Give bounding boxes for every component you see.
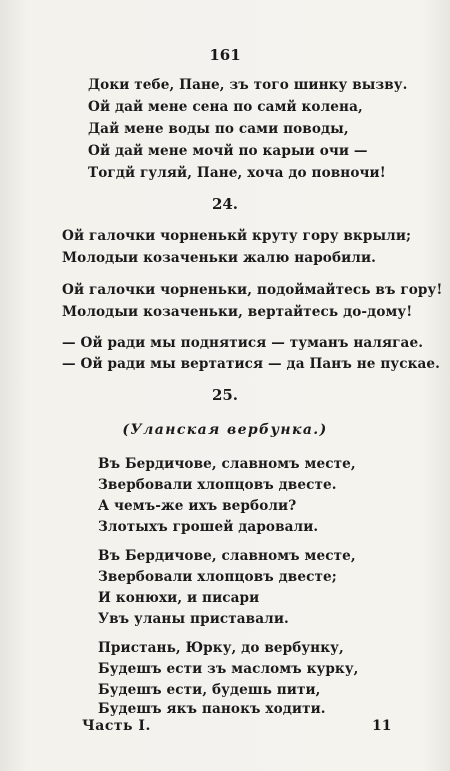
text-line: Ой дай мене мочй по карыи очи — (88, 143, 368, 159)
text-line: — Ой ради мы вертатися — да Панъ не пускае. (62, 356, 440, 372)
text-line: А чемъ-же ихъ верболи? (98, 498, 297, 514)
text-line: Молодыи козаченьки, вертайтесь до-дому! (62, 304, 413, 320)
text-line: — Ой ради мы поднятися — туманъ налягае. (62, 335, 424, 351)
text-line: Пристань, Юрку, до вербунку, (98, 640, 344, 656)
signature-mark: Часть I. (82, 718, 151, 734)
text-line: Звербовали хлопцовъ двесте; (98, 569, 337, 585)
text-line: Доки тебе, Пане, зъ того шинку вызву. (88, 77, 408, 93)
text-line: Ой галочки чорненькй круту гору вкрыли; (62, 228, 412, 244)
page-number: 161 (209, 46, 241, 64)
song-number-24: 24. (211, 195, 239, 213)
text-line: Будешъ ести, будешь пити, (98, 682, 321, 698)
song-subtitle: (Уланская вербунка.) (122, 422, 328, 438)
text-line: Въ Бердичове, славномъ месте, (98, 456, 356, 472)
text-line: Тогдй гуляй, Пане, хоча до повночи! (88, 165, 386, 181)
signature-number: 11 (372, 718, 392, 734)
text-line: Увъ уланы приставали. (98, 611, 289, 627)
text-line: Въ Бердичове, славномъ месте, (98, 548, 356, 564)
text-line: Молодыи козаченьки жалю наробили. (62, 250, 377, 266)
text-line: Будешъ ести зъ масломъ курку, (98, 661, 359, 677)
text-line: Ой дай мене сена по самй колена, (88, 99, 363, 115)
text-line: Будешъ якъ панокъ ходити. (98, 701, 326, 717)
text-line: Звербовали хлопцовъ двесте. (98, 477, 337, 493)
text-line: Ой галочки чорненьки, подоймайтесь въ гору! (62, 282, 443, 298)
text-line: И конюхи, и писари (98, 590, 260, 606)
song-number-25: 25. (211, 386, 239, 404)
text-line: Дай мене воды по сами поводы, (88, 121, 349, 137)
text-line: Злотыхъ грошей даровали. (98, 519, 319, 535)
